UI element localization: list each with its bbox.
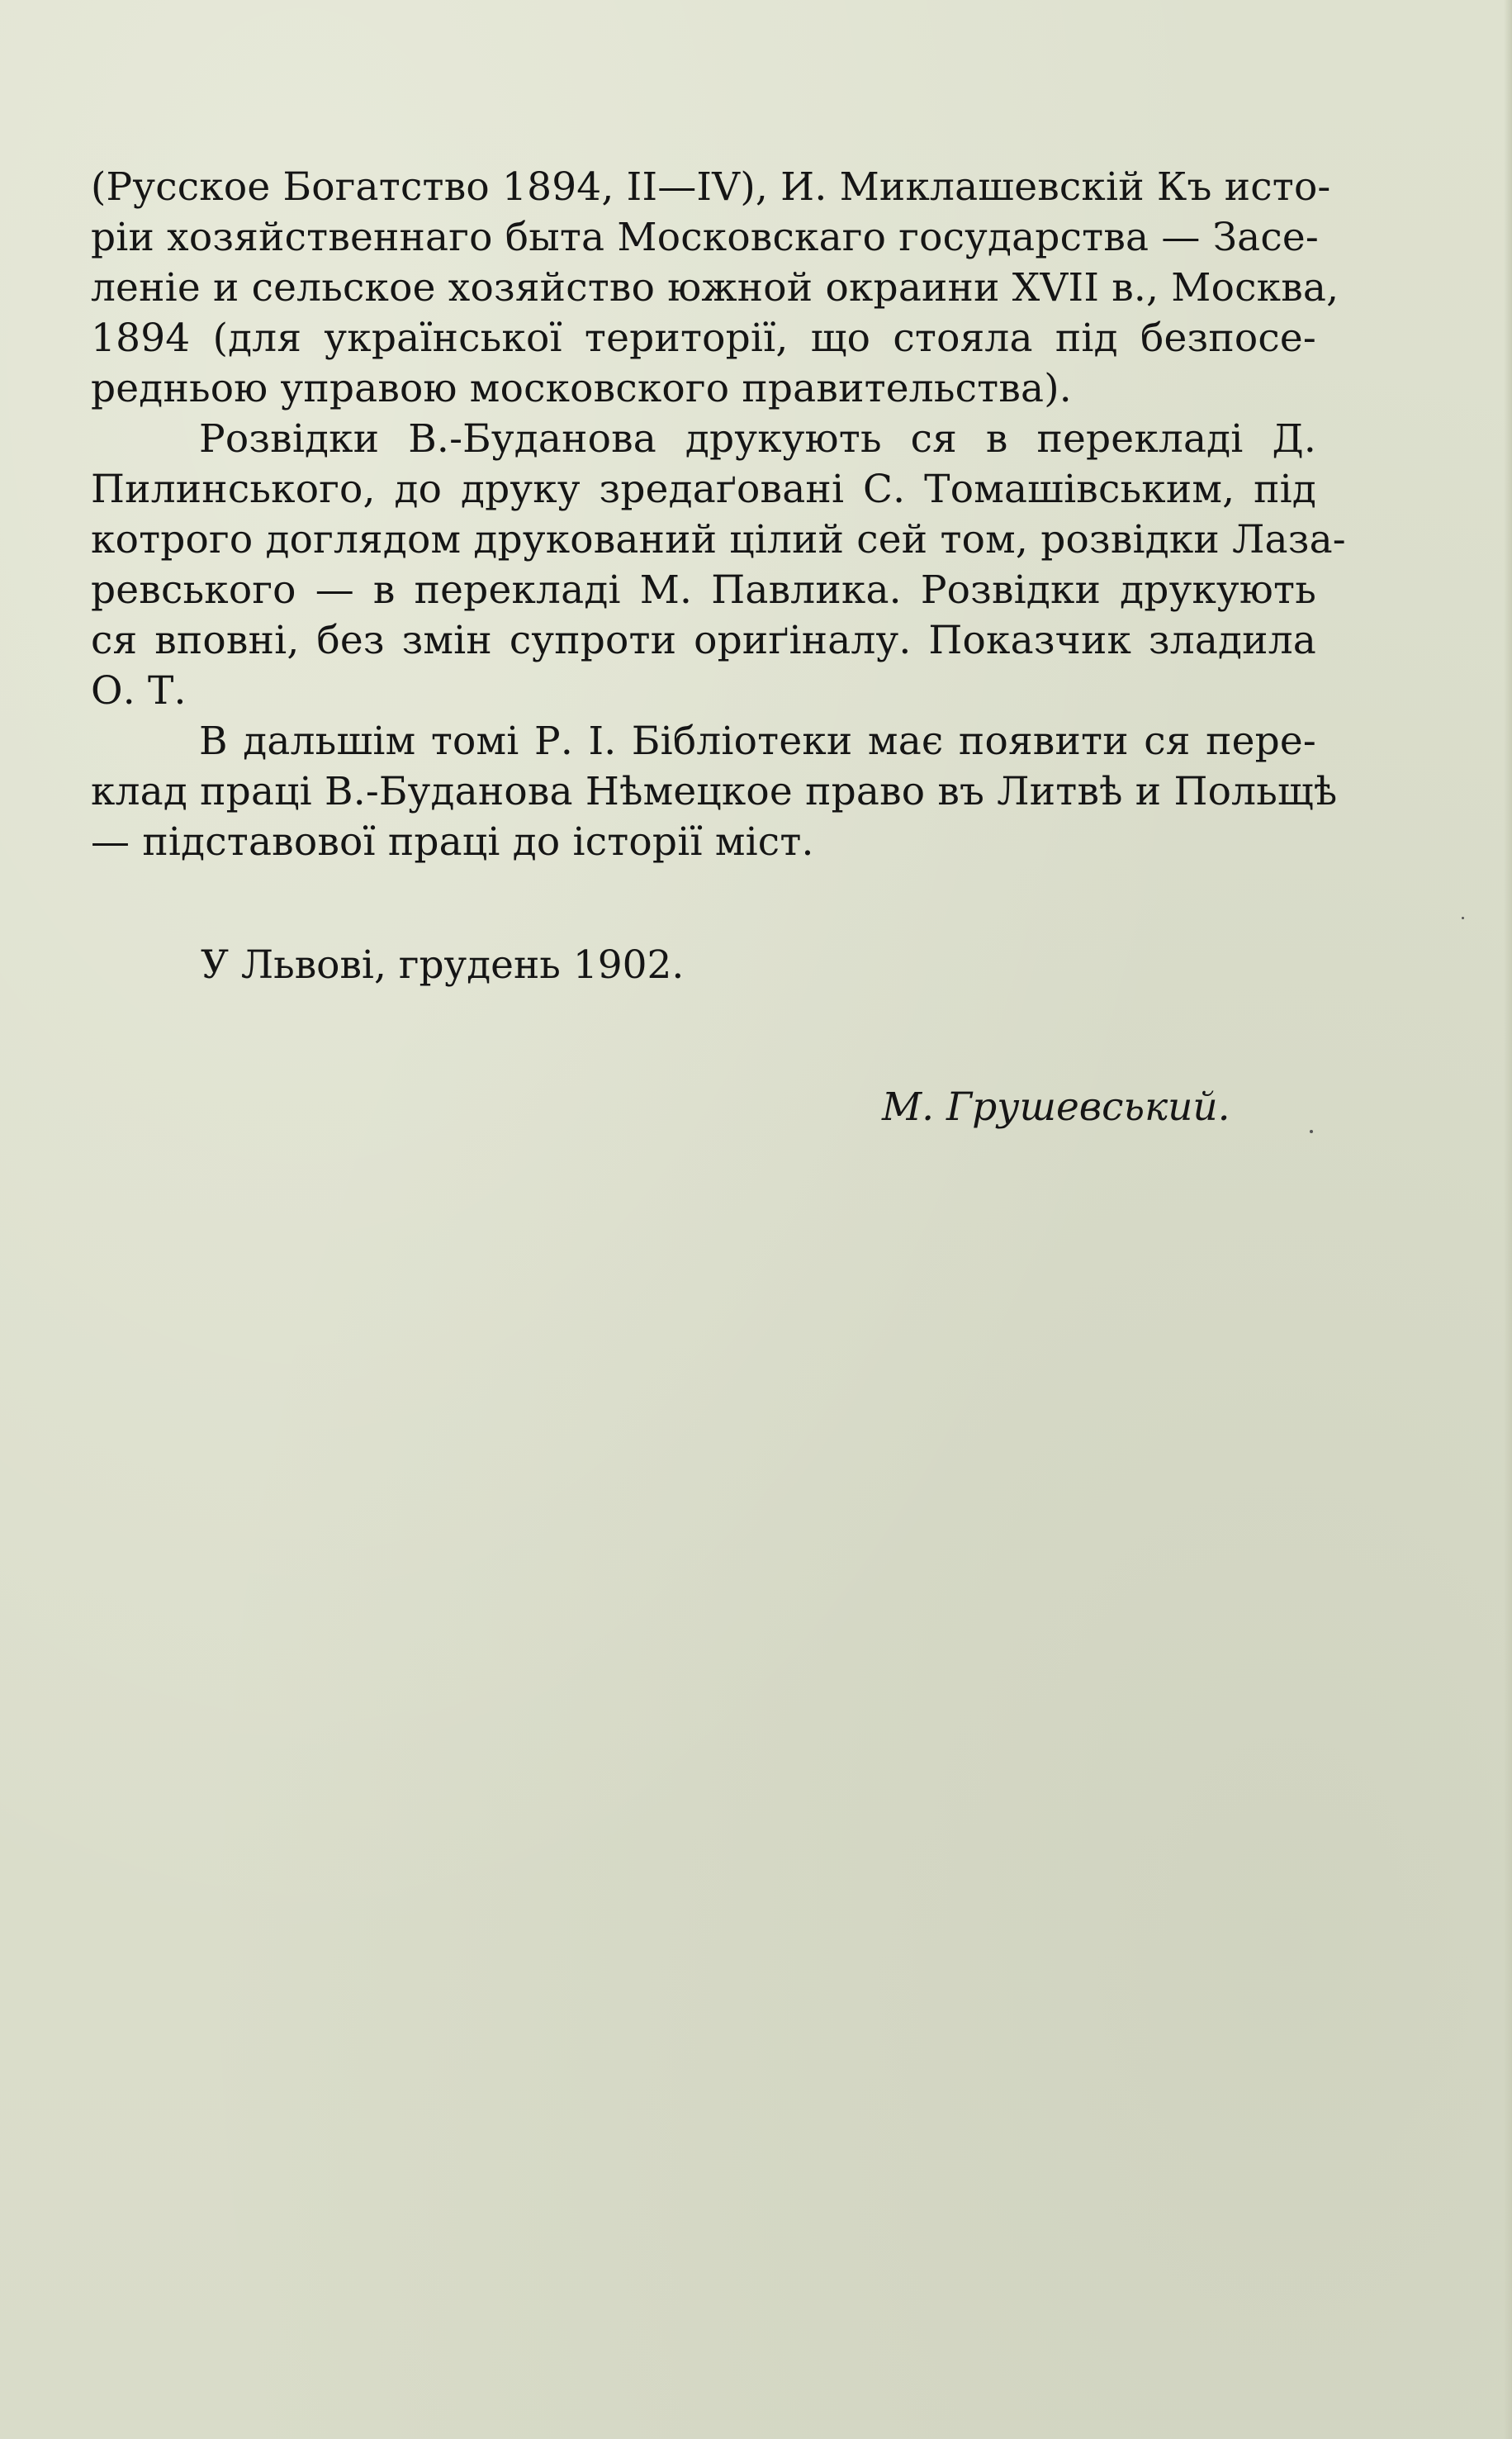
page-edge-shadow — [1504, 0, 1512, 2439]
text-line: редньою управою московского правительства). — [91, 366, 1072, 411]
text-line: (Русское Богатство 1894, II—IV), И. Миклашевскій Къ исто- — [91, 164, 1331, 210]
place-date-line: У Львові, грудень 1902. — [201, 942, 685, 988]
text-line: 1894 (для української території, що стояла під безпосе- — [91, 316, 1316, 361]
text-line: Розвідки В.-Буданова друкують ся в перекладі Д. — [199, 416, 1316, 462]
text-line: Пилинського, до друку зредаґовані С. Томашівським, під — [91, 467, 1316, 512]
text-line: В дальшім томі Р. І. Бібліотеки має появити ся пере- — [199, 719, 1316, 764]
text-line: леніе и сельское хозяйство южной окраини XVII в., Москва, — [91, 265, 1339, 311]
text-line: О. Т. — [91, 668, 187, 714]
preface-text — [91, 162, 1346, 867]
paper-speck — [1462, 917, 1464, 919]
text-line: ріи хозяйственнаго быта Московскаго государства — Засе- — [91, 215, 1320, 260]
text-line: ся вповні, без змін супроти ориґіналу. Показчик зладила — [91, 618, 1316, 663]
author-signature: М. Грушевський. — [882, 1084, 1230, 1130]
text-line: котрого доглядом друкований цілий сей том, розвідки Лаза- — [91, 517, 1346, 562]
text-line: ревського — в перекладі М. Павлика. Розвідки друкують — [91, 567, 1316, 613]
text-line: — підставової праці до історії міст. — [91, 819, 814, 865]
paper-speck — [1310, 1130, 1313, 1133]
text-line: клад праці В.-Буданова Нѣмецкое право въ Литвѣ и Польщѣ — [91, 769, 1338, 814]
